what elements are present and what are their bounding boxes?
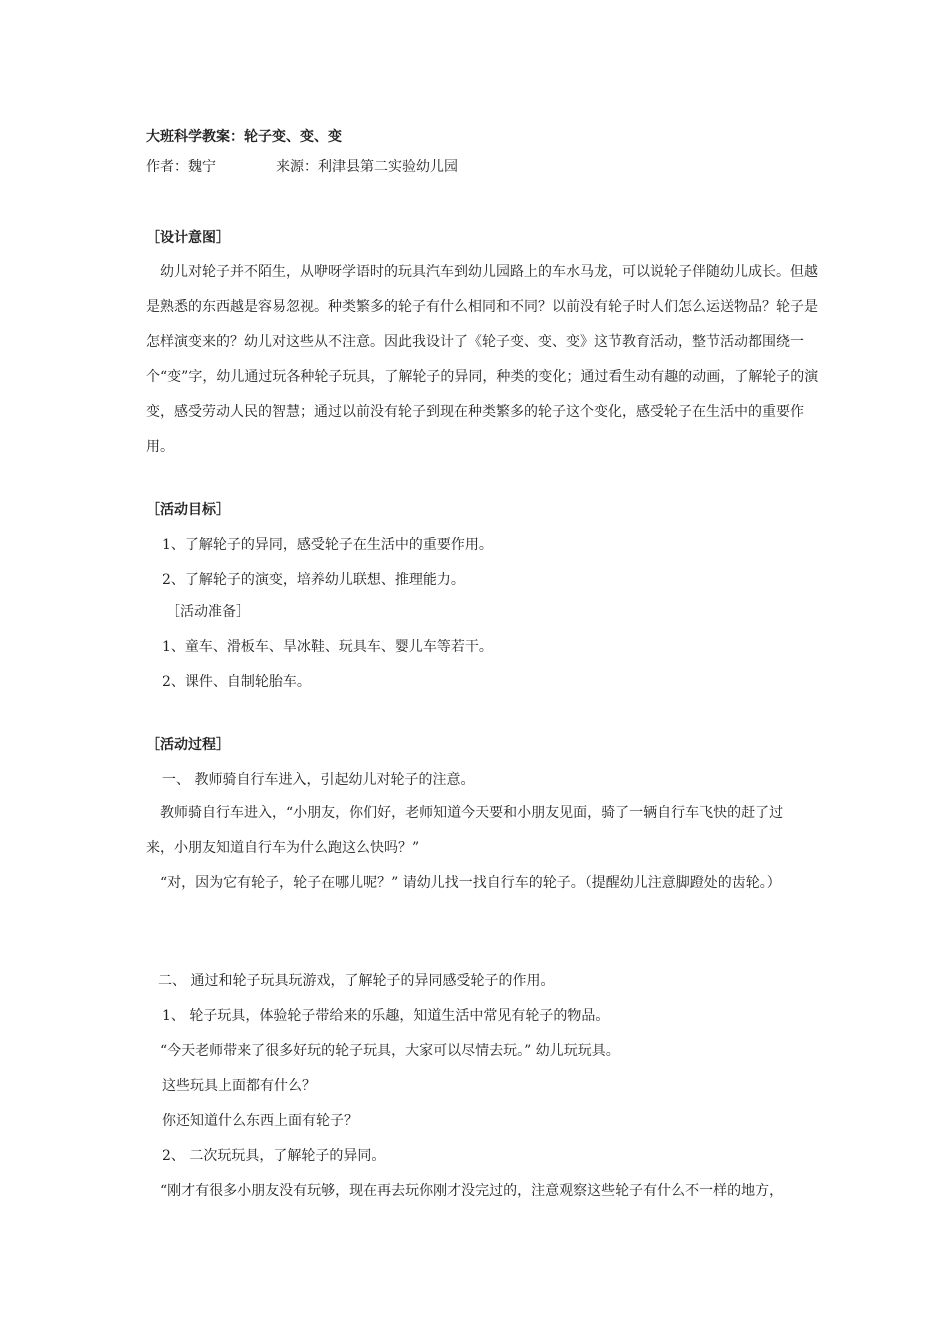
process-heading: ［活动过程］ xyxy=(146,737,230,753)
document-title: 大班科学教案：轮子变、变、变 xyxy=(146,129,342,145)
step2-question-2: 你还知道什么东西上面有轮子？ xyxy=(162,1113,358,1129)
goal-item-2: 2、了解轮子的演变，培养幼儿联想、推理能力。 xyxy=(162,572,465,588)
author-label: 作者：魏宁 xyxy=(146,159,216,175)
step2-quote-1: “今天老师带来了很多好玩的轮子玩具，大家可以尽情去玩。” 幼儿玩玩具。 xyxy=(160,1043,620,1059)
step1-title: 一、 教师骑自行车进入，引起幼儿对轮子的注意。 xyxy=(162,772,475,788)
goals-heading: ［活动目标］ xyxy=(146,502,230,518)
step2-sub-1: 1、 轮子玩具，体验轮子带给来的乐趣，知道生活中常见有轮子的物品。 xyxy=(162,1008,610,1024)
design-paragraph: 幼儿对轮子并不陌生，从咿呀学语时的玩具汽车到幼儿园路上的车水马龙，可以说轮子伴随幼儿成长。但越是熟悉的东西越是容易忽视。种类繁多的轮子有什么相同和不同？以前没有轮子时人们怎么运送物品？轮子是怎样演变来的？幼儿对这些从不注意。因此我设计了《轮子变、变、变》这节教育活动，整节活动都围绕一个“变”字，幼儿通过玩各种轮子玩具，了解轮子的异同，种类的变化；通过看生动有趣的动画，了解轮子的演变，感受劳动人民的智慧；通过以前没有轮子到现在种类繁多的轮子这个变化，感受轮子在生活中的重要作用。 xyxy=(146,264,819,455)
prep-item-1: 1、童车、滑板车、旱冰鞋、玩具车、婴儿车等若干。 xyxy=(162,639,493,655)
design-heading: ［设计意图］ xyxy=(146,230,230,246)
step2-quote-2: “刚才有很多小朋友没有玩够，现在再去玩你刚才没完过的，注意观察这些轮子有什么不一样的地方， xyxy=(160,1183,784,1199)
goal-item-1: 1、了解轮子的异同，感受轮子在生活中的重要作用。 xyxy=(162,537,493,553)
step2-title: 二、 通过和轮子玩具玩游戏，了解轮子的异同感受轮子的作用。 xyxy=(158,973,555,989)
step1-paragraph-1: 教师骑自行车进入，“小朋友，你们好，老师知道今天要和小朋友见面，骑了一辆自行车飞快的赶了过来，小朋友知道自行车为什么跑这么快吗？” xyxy=(146,805,784,856)
source-label: 来源：利津县第二实验幼儿园 xyxy=(276,159,458,175)
document-meta xyxy=(146,158,458,176)
step1-paragraph-2: “对，因为它有轮子，轮子在哪儿呢？” 请幼儿找一找自行车的轮子。（提醒幼儿注意脚蹬处的齿轮。） xyxy=(160,875,781,891)
step2-sub-2: 2、 二次玩玩具，了解轮子的异同。 xyxy=(162,1148,386,1164)
prep-heading: ［活动准备］ xyxy=(166,604,250,620)
step2-question-1: 这些玩具上面都有什么？ xyxy=(162,1078,316,1094)
prep-item-2: 2、课件、自制轮胎车。 xyxy=(162,674,311,690)
